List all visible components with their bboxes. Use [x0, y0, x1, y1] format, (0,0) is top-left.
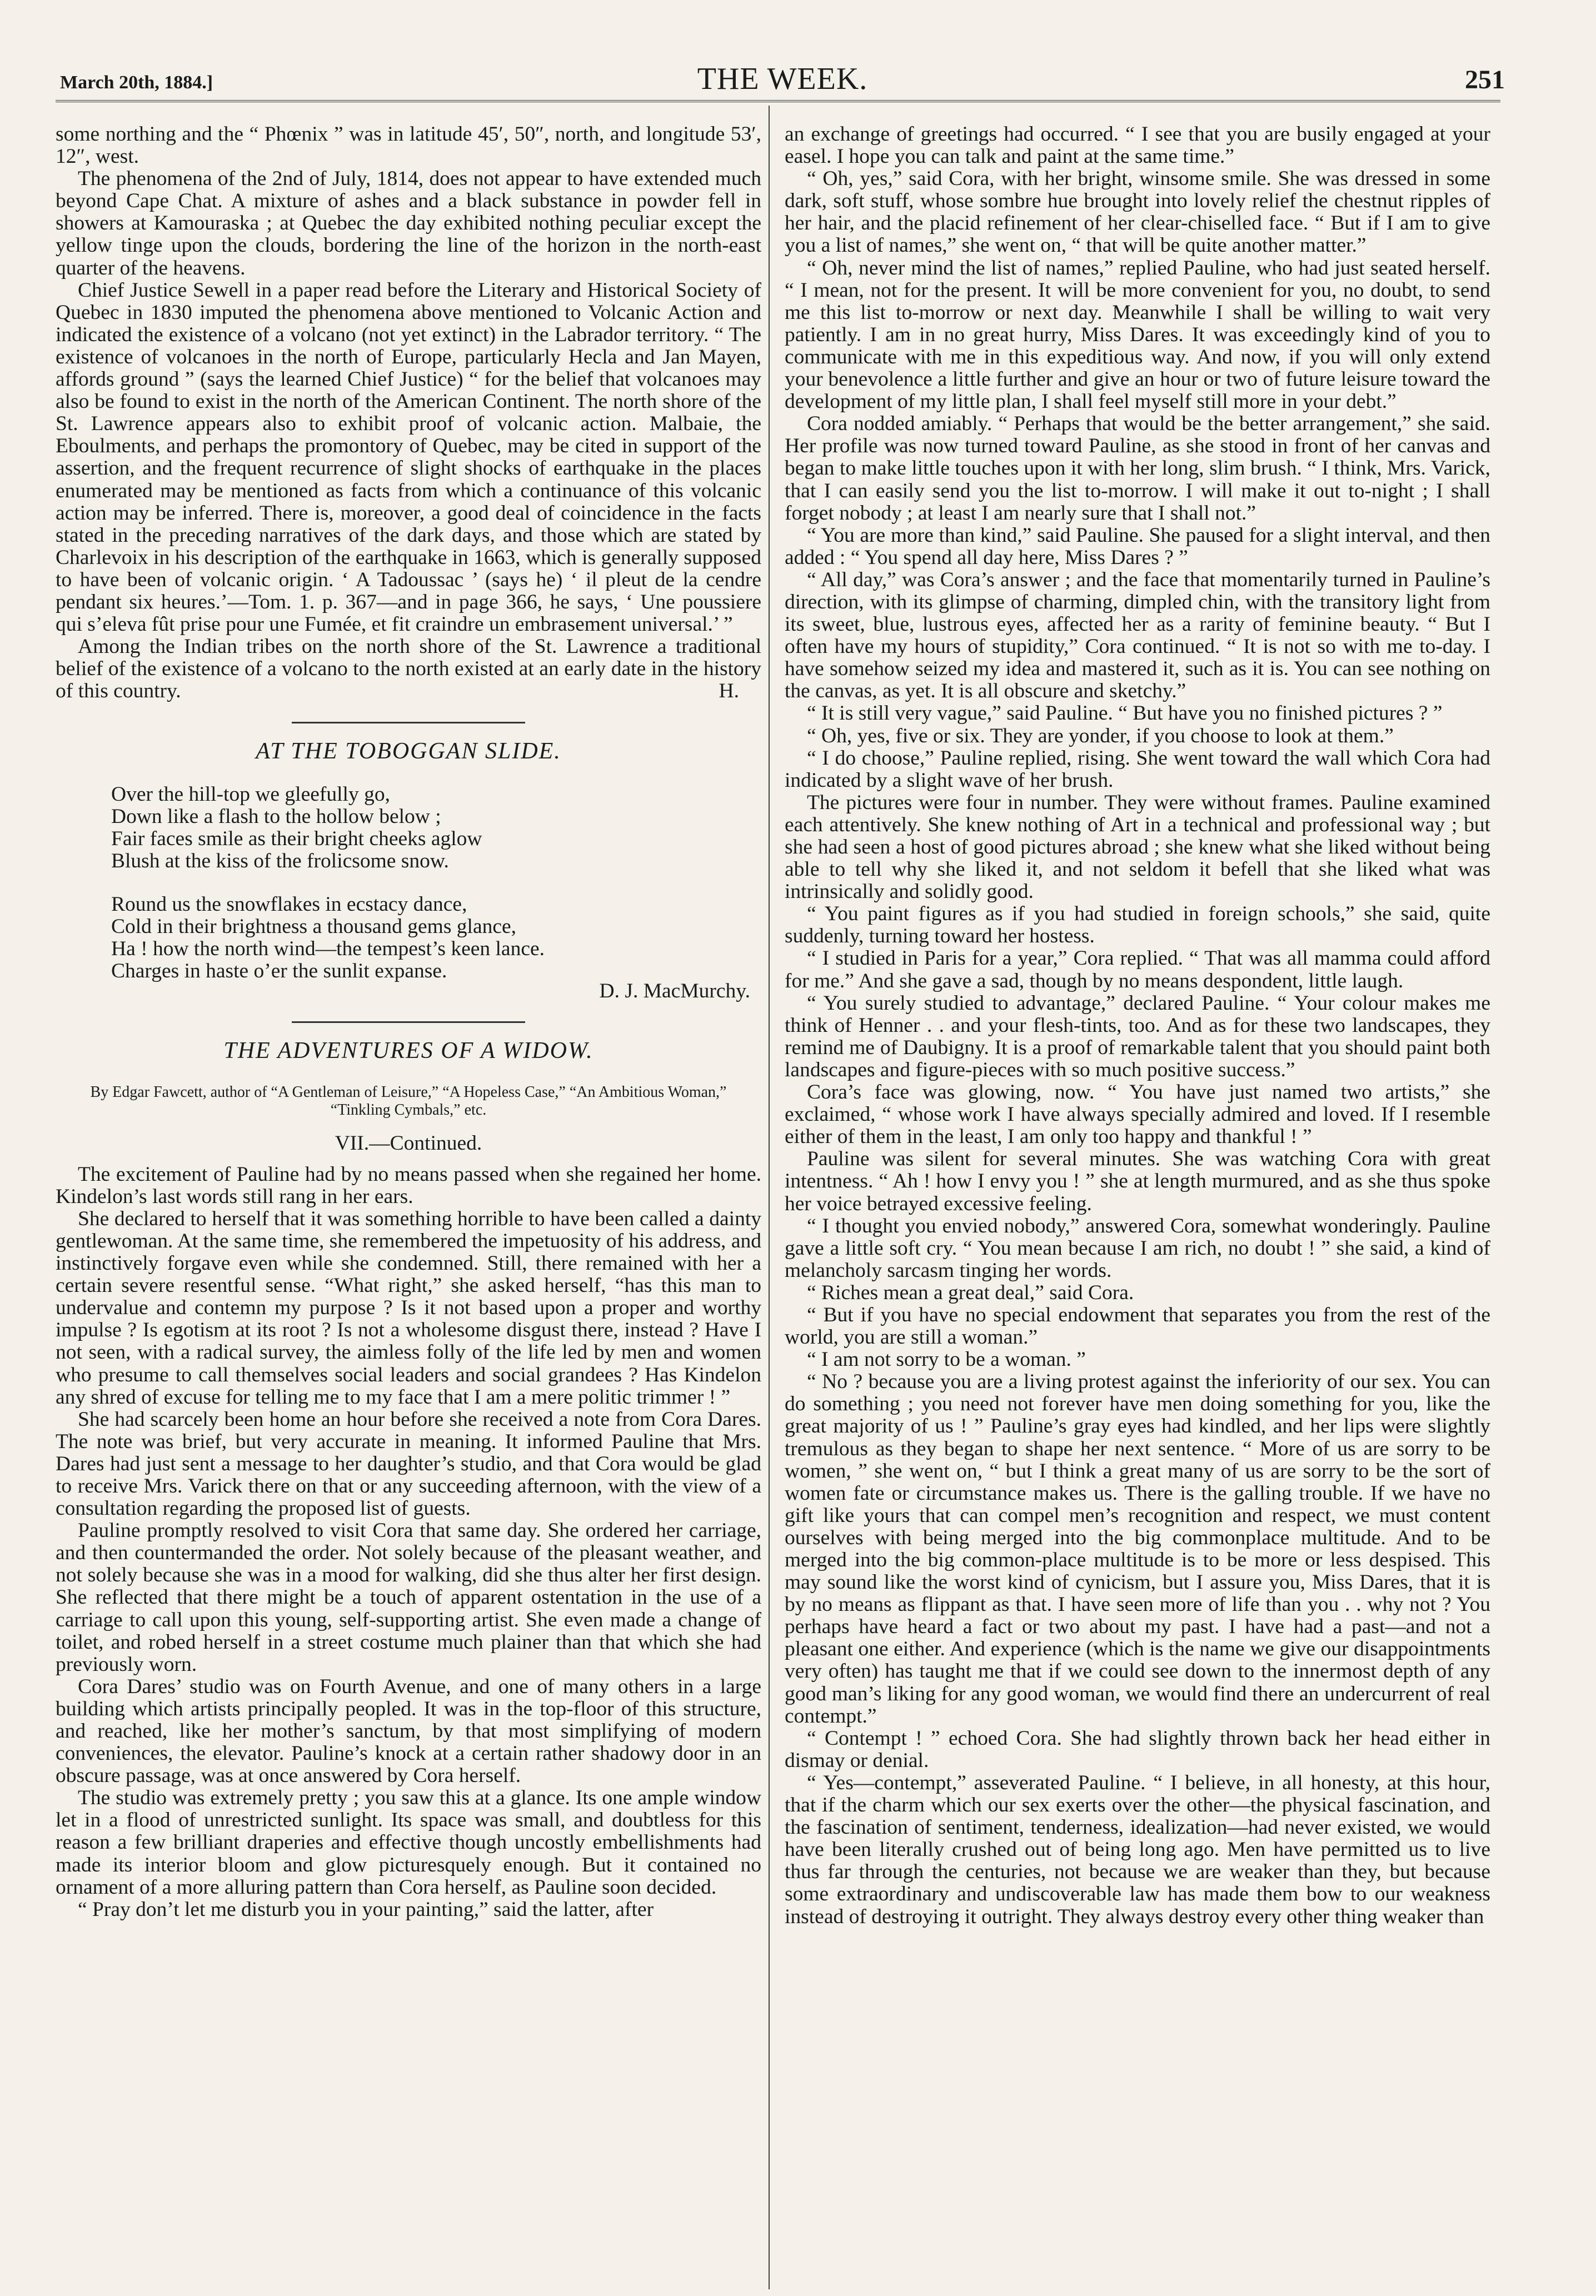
story-paragraph: Cora’s face was glowing, now. “ You have just named two artists,” she exclaimed, “ whose work I have always specially admired and loved. If I resemble either of them in the least, I am only too happy and thankful ! ” [785, 1081, 1490, 1149]
story-paragraph: “ I studied in Paris for a year,” Cora replied. “ That was all mamma could afford for me.” And she gave a sad, though by no means despondent, little laugh. [785, 947, 1490, 992]
right-column [785, 123, 1490, 1928]
story-paragraph: “ All day,” was Cora’s answer ; and the face that momentarily turned in Pauline’s direction, with its glimpse of charming, dimpled chin, with the transitory light from its sweet, blue, lustrous eyes, affected her as a rarity of feminine beauty. “ But I often have my hours of stupidity,” Cora continued. “ It is not so with me to-day. I have somehow seized my idea and mastered it, such as it is. You can see nothing on the canvas, as yet. It is all obscure and sketchy.” [785, 568, 1490, 703]
story-title: THE ADVENTURES OF A WIDOW. [223, 1038, 593, 1064]
story-paragraph: “ I do choose,” Pauline replied, rising. She went toward the wall which Cora had indicated by a slight wave of her brush. [785, 746, 1490, 792]
article-paragraph: The phenomena of the 2nd of July, 1814, does not appear to have extended much beyond Cape Chat. A mixture of ashes and a black substance in powder fell in showers at Kamouraska ; at Quebec the day exhibited nothing peculiar except the yellow tinge upon the clouds, bordering the line of the horizon in the north-east quarter of the heavens. [56, 167, 761, 279]
left-column [56, 123, 761, 1921]
story-paragraph: Cora Dares’ studio was on Fourth Avenue, and one of many others in a large building which artists principally peopled. It was in the top-floor of this structure, and reached, like her mother’s sanctum, by that most simplifying of modern conveniences, the elevator. Pauline’s knock at a certain rather shadowy door in an obscure passage, was at once answered by Cora herself. [56, 1675, 761, 1788]
article-paragraph: Among the Indian tribes on the north shore of the St. Lawrence a traditional belief of the existence of a volcano to the north existed at an early date in the history of this country. [56, 635, 761, 703]
story-paragraph: She had scarcely been home an hour before she received a note from Cora Dares. The note was brief, but very accurate in meaning. It informed Pauline that Mrs. Dares had just sent a message to her daughter’s studio, and that Cora would be glad to receive Mrs. Varick there on that or any succeeding afternoon, with the view of a consultation regarding the proposed list of guests. [56, 1407, 761, 1520]
poem-line: Charges in haste o’er the sunlit expanse. [111, 960, 447, 983]
story-paragraph: The pictures were four in number. They were without frames. Pauline examined each attentively. She knew nothing of Art in a technical and professional way ; but she had seen a host of good pictures abroad ; she knew what she liked without being able to tell why she liked it, and not seldom it befell that she liked what was intrinsically and solidly good. [785, 791, 1490, 904]
story-paragraph: The studio was extremely pretty ; you saw this at a glance. Its one ample window let in a flood of unrestricted sunlight. Its space was small, and doubtless for this reason a few brilliant draperies and effective though uncostly embellishments had made its interior bloom and glow picturesquely enough. But it contained no ornament of a more alluring pattern than Cora herself, as Pauline soon decided. [56, 1786, 761, 1899]
poem-line: Fair faces smile as their bright cheeks aglow [111, 827, 482, 850]
poem-title: AT THE TOBOGGAN SLIDE. [256, 738, 561, 764]
article-paragraph: some northing and the “ Phœnix ” was in latitude 45′, 50″, north, and longitude 53′, 12″, west. [56, 123, 761, 168]
story-paragraph: Cora nodded amiably. “ Perhaps that would be the better arrangement,” she said. Her profile was now turned toward Pauline, as she stood in front of her canvas and began to make little touches upon it with her long, slim brush. “ I think, Mrs. Varick, that I can easily send you the list to-morrow. I will make it out to-night ; I shall forget nobody ; at least I am nearly sure that I shall not.” [785, 412, 1490, 525]
masthead-title: THE WEEK. [697, 62, 868, 96]
article-paragraph: Chief Justice Sewell in a paper read before the Literary and Historical Society of Quebec in 1830 imputed the phenomena above mentioned to Volcanic Action and indicated the existence of a volcano (not yet extinct) in the Labrador territory. “ The existence of volcanoes in the north of Europe, particularly Hecla and Jan Mayen, affords ground ” (says the learned Chief Justice) “ for the belief that volcanoes may also be found to exist in the north of the American Continent. The north shore of the St. Lawrence appears also to exhibit proof of volcanic action. Malbaie, the Eboulments, and perhaps the promontory of Quebec, may be cited in support of the assertion, and the frequent recurrence of slight shocks of earthquake in the places enumerated may be mentioned as facts from which a continuance of this volcanic action may be inferred. There is, moreover, a good deal of coincidence in the facts stated in the preceding narratives of the dark days, and those which are stated by Charlevoix in his description of the earthquake in 1663, which is generally supposed to have been of volcanic origin. ‘ A Tadoussac ’ (says he) ‘ il pleut de la cendre pendant six heures.’—Tom. 1. p. 367—and in page 366, he says, ‘ Une poussiere qui s’eleva fût prise pour une Fumée, et fit craindre un embrasement universal.’ ” [56, 278, 761, 636]
poem-line: Blush at the kiss of the frolicsome snow. [111, 849, 449, 872]
column-divider [769, 106, 770, 2289]
story-paragraph: “ Oh, yes,” said Cora, with her bright, winsome smile. She was dressed in some dark, soft stuff, whose sombre hue brought into lovely relief the chestnut ripples of her hair, and the placid refinement of her clear-chiselled face. “ But if I am to give you a list of names,” she went on, “ that will be quite another matter.” [785, 167, 1490, 257]
poem-line: Cold in their brightness a thousand gems glance, [111, 915, 517, 939]
story-paragraph: “ Pray don’t let me disturb you in your painting,” said the latter, after [78, 1898, 654, 1921]
page-header [60, 61, 1505, 106]
story-paragraph: an exchange of greetings had occurred. “ I see that you are busily engaged at your easel. I hope you can talk and paint at the same time.” [785, 123, 1490, 168]
story-paragraph: “ No ? because you are a living protest against the inferiority of our sex. You can do something ; you need not forever have men doing something for you, like the great majority of us ! ” Pauline’s gray eyes had kindled, and her lips were slightly tremulous as they began to shape her next sentence. “ More of us are sorry to be women, ” she went on, “ but I think a great many of us are sorry to be the sort of women fate or circumstance makes us. There is the galling trouble. If we have no gift like yours that can compel men’s recognition and respect, we must content ourselves with being merged into the big commonplace multitude. And to be merged into the big common-place multitude is to be more or less despised. This may sound like the worst kind of cynicism, but I assure you, Miss Dares, that it is by no means as flippant as that. I have seen more of life than you . . why not ? You perhaps have heard a fact or two about my past. I have had a past—and not a pleasant one either. And experience (which is the name we give our disappointments very often) has taught me that if we could see down to the innermost depth of any good man’s liking for any good woman, we would find there an undercurrent of real contempt.” [785, 1370, 1490, 1728]
chapter-heading: VII.—Continued. [335, 1131, 482, 1155]
story-paragraph: She declared to herself that it was something horrible to have been called a dainty gentlewoman. At the same time, she remembered the impetuosity of his address, and instinctively forgave even while she condemned. Still, there remained with her a certain severe resentful sense. “What right,” she asked herself, “has this man to undervalue and contemn my purpose ? Is it not based upon a proper and worthy impulse ? Is egotism at its root ? Is not a wholesome disgust there, instead ? Have I not seen, with a radical survey, the aimless folly of the life led by men and women who presume to call themselves social leaders and social grandees ? Has Kindelon any shred of excuse for telling me to my face that I am a mere politic trimmer ! ” [56, 1207, 761, 1409]
story-paragraph: “ Yes—contempt,” asseverated Pauline. “ I believe, in all honesty, at this hour, that if the charm which our sex exerts over the other—the physical fascination, and the fascination of sentiment, tenderness, idealization—had never existed, we would have been literally crushed out of being long ago. Men have permitted us to live thus far through the centuries, not because we are weaker than they, but because some extraordinary and undiscoverable law has made them bow to our weakness instead of destroying it outright. They always destroy every other thing weaker than [785, 1771, 1490, 1928]
article-signature: H. [719, 680, 739, 703]
poem-stanza [111, 783, 761, 872]
section-separator [292, 722, 525, 723]
poem-author: D. J. MacMurchy. [599, 980, 750, 1003]
story-paragraph: “ Riches mean a great deal,” said Cora. [807, 1281, 1134, 1304]
story-paragraph: Pauline promptly resolved to visit Cora that same day. She ordered her carriage, and then countermanded the order. Not solely because of the pleasant weather, and not solely because she was in a mood for walking, did she thus alter her first design. She reflected that there might be a touch of apparent ostentation in the use of a carriage to call upon this young, self-supporting artist. She even made a change of toilet, and robed herself in a street costume much plainer than that which she had previously worn. [56, 1519, 761, 1676]
issue-date: March 20th, 1884.] [60, 72, 213, 93]
story-paragraph: The excitement of Pauline had by no means passed when she regained her home. Kindelon’s last words still rang in her ears. [56, 1162, 761, 1208]
poem-line: Down like a flash to the hollow below ; [111, 805, 441, 828]
story-paragraph: “ I thought you envied nobody,” answered Cora, somewhat wonderingly. Pauline gave a little soft cry. “ You mean because I am rich, no doubt ! ” she said, a kind of melancholy sarcasm tinging her words. [785, 1214, 1490, 1282]
section-separator [292, 1021, 525, 1023]
story-paragraph: “ You surely studied to advantage,” declared Pauline. “ Your colour makes me think of Henner . . and your flesh-tints, too. And as for these two landscapes, they remind me of Daubigny. It is a proof of remarkable talent that you should paint both landscapes and figure-pieces with so much positive success.” [785, 991, 1490, 1081]
poem-line: Over the hill-top we gleefully go, [111, 782, 390, 806]
story-paragraph: “ You paint figures as if you had studied in foreign schools,” she said, quite suddenly, turning toward her hostess. [785, 902, 1490, 948]
story-paragraph: “ It is still very vague,” said Pauline. “ But have you no finished pictures ? ” [807, 702, 1443, 725]
story-paragraph: “ Oh, never mind the list of names,” replied Pauline, who had just seated herself. “ I mean, not for the present. It will be more convenient for you, no doubt, to send me this list to-morrow or next day. Meanwhile I shall be willing to wait very patiently. I am in no great hurry, Miss Dares. It was exceedingly kind of you to communicate with me in this expeditious way. And now, if you will only extend your benevolence a little further and give an hour or two of future leisure toward the development of my little plan, I shall feel myself still more in your debt.” [785, 256, 1490, 413]
story-paragraph: “ You are more than kind,” said Pauline. She paused for a slight interval, and then added : “ You spend all day here, Miss Dares ? ” [785, 523, 1490, 569]
story-paragraph: “ But if you have no special endowment that separates you from the rest of the world, you are still a woman.” [785, 1303, 1490, 1349]
story-byline: By Edgar Fawcett, author of “A Gentleman of Leisure,” “A Hopeless Case,” “An Ambitious Woman,” “Tinkling Cymbals,” etc. [90, 1083, 727, 1119]
page-number: 251 [1465, 65, 1505, 94]
header-rule [56, 100, 1500, 102]
story-paragraph: “ Oh, yes, five or six. They are yonder, if you choose to look at them.” [807, 724, 1394, 747]
story-paragraph: “ I am not sorry to be a woman. ” [807, 1348, 1086, 1371]
poem-stanza [111, 894, 761, 982]
poem-line: Ha ! how the north wind—the tempest’s keen lance. [111, 937, 545, 961]
poem-line: Round us the snowflakes in ecstacy dance, [111, 893, 467, 916]
poem-body [111, 783, 761, 983]
story-paragraph: Pauline was silent for several minutes. She was watching Cora with great intentness. “ Ah ! how I envy you ! ” she at length murmured, and as she thus spoke her voice betrayed excessive feeling. [785, 1147, 1490, 1215]
story-paragraph: “ Contempt ! ” echoed Cora. She had slightly thrown back her head either in dismay or denial. [785, 1726, 1490, 1772]
